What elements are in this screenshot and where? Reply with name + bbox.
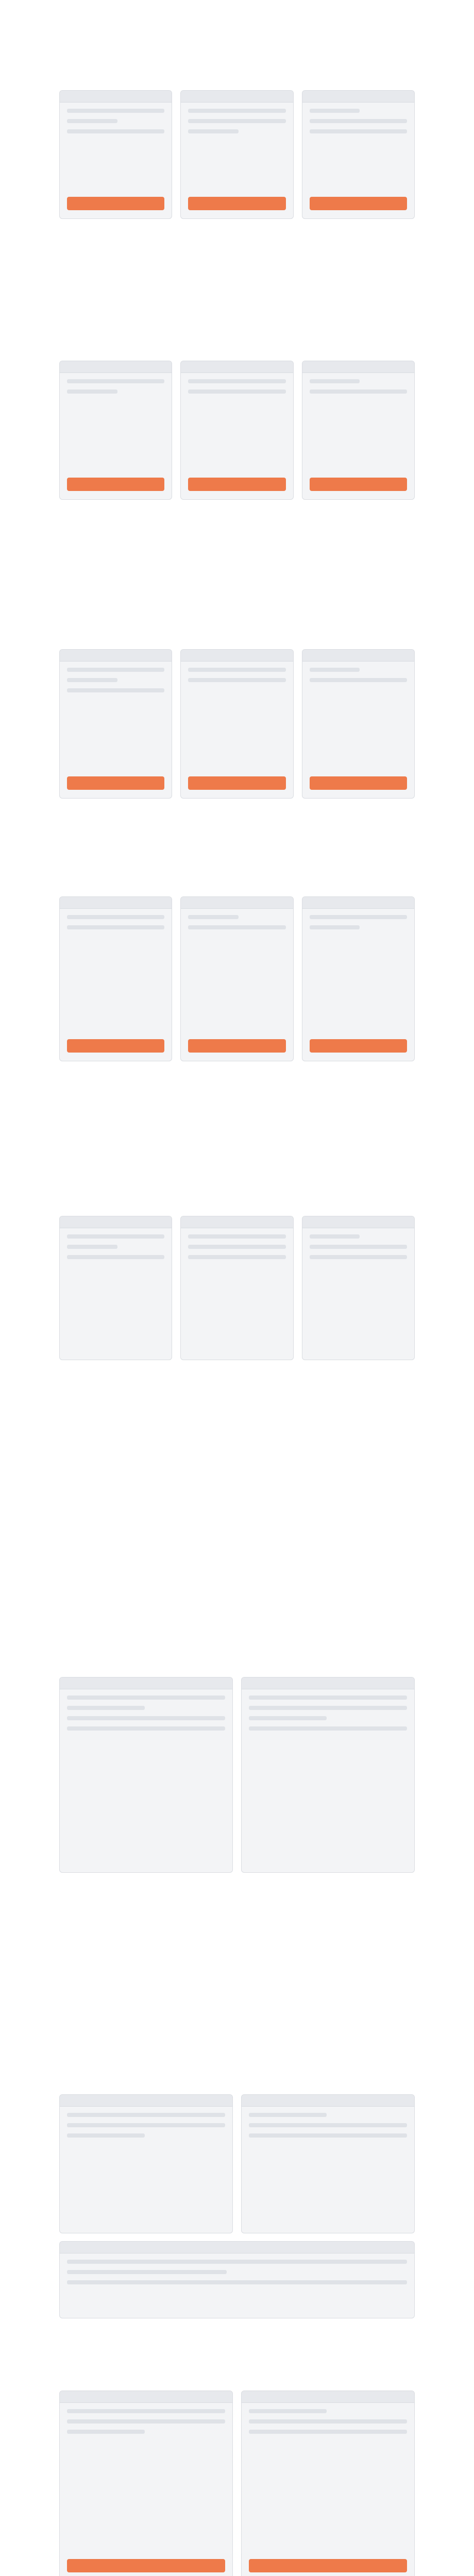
step-1-text: [29, 36, 446, 82]
section-3-step-5-screenshots: [59, 2391, 415, 2576]
section-3-screenshots-a: [59, 2094, 415, 2233]
step-4-text: [29, 829, 446, 891]
step-3-screenshots: [59, 649, 415, 799]
screenshot-panel: [180, 90, 293, 219]
screenshot-panel: [180, 361, 293, 500]
screenshot-panel: [59, 90, 172, 219]
section-3-step-5-text: [29, 2349, 446, 2380]
screenshot-panel: [59, 896, 172, 1061]
screenshot-panel: [59, 361, 172, 500]
screenshot-panel: [302, 649, 415, 799]
screenshot-panel: [59, 1216, 172, 1360]
section-2-screenshots: [59, 1677, 415, 1873]
screenshot-panel: [302, 896, 415, 1061]
step-2-text: [29, 307, 446, 353]
screenshot-panel: [302, 90, 415, 219]
screenshot-panel: [180, 896, 293, 1061]
step-1-screenshots: [59, 90, 415, 219]
step-5-text: [29, 1159, 446, 1206]
section-3-screenshots-b: [59, 2241, 415, 2318]
screenshot-panel: [59, 1677, 233, 1873]
screenshot-panel: [59, 2391, 233, 2576]
section-3-text: [29, 1929, 446, 2079]
step-2-screenshots: [59, 361, 415, 500]
screenshot-panel: [302, 361, 415, 500]
screenshot-panel: [59, 649, 172, 799]
screenshot-panel: [59, 2094, 233, 2233]
screenshot-panel: [241, 2094, 415, 2233]
step-4-screenshots: [59, 896, 415, 1061]
section-2-text: [29, 1401, 446, 1664]
screenshot-panel: [241, 1677, 415, 1873]
step-5-screenshots: [59, 1216, 415, 1360]
step-3-text: [29, 582, 446, 644]
screenshot-panel: [180, 649, 293, 799]
screenshot-panel: [241, 2391, 415, 2576]
screenshot-panel: [59, 2241, 415, 2318]
screenshot-panel: [180, 1216, 293, 1360]
screenshot-panel: [302, 1216, 415, 1360]
